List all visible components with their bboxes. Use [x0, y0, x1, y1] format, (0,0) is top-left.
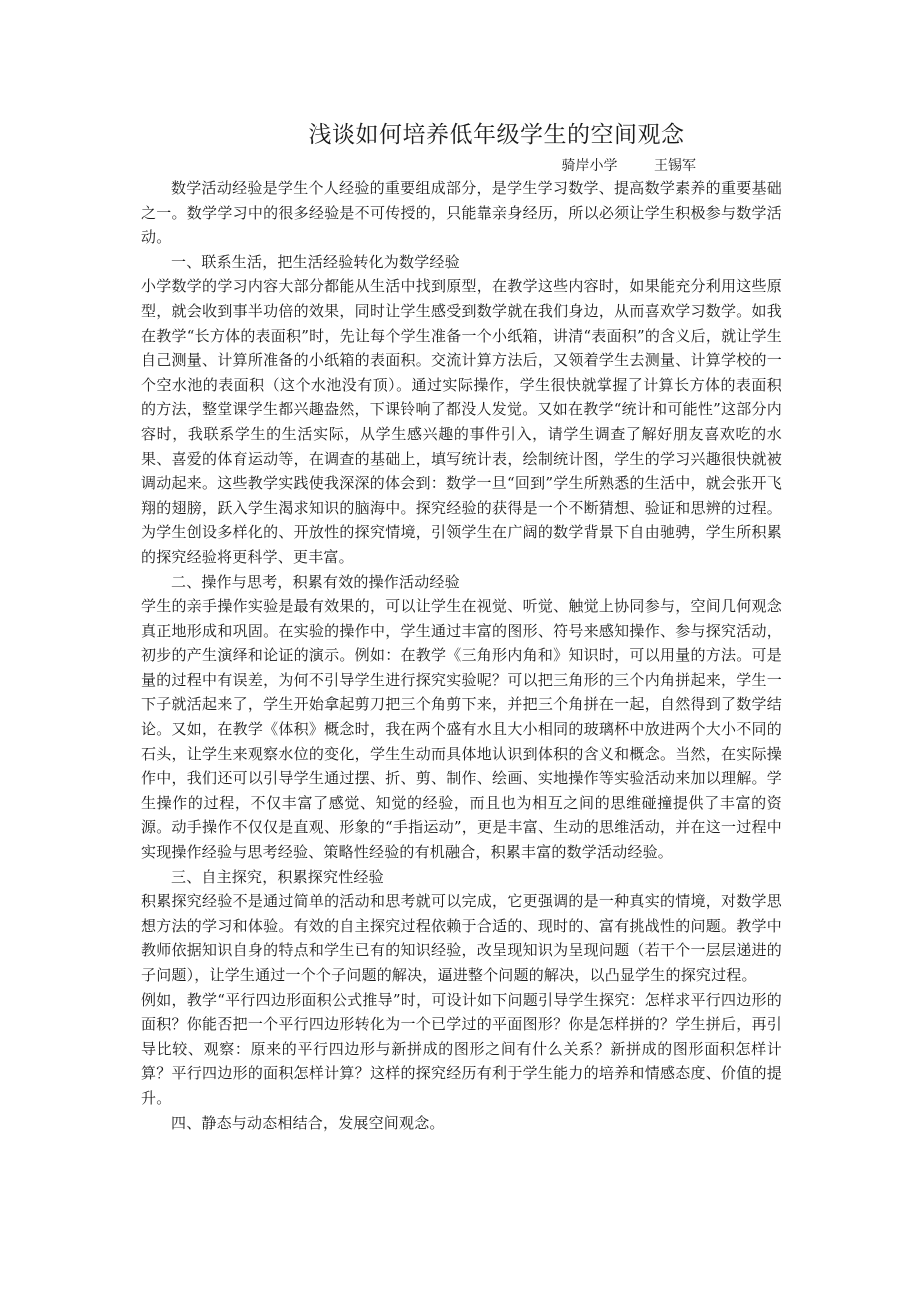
section-body-3b: 例如，教学“平行四边形面积公式推导”时，可设计如下问题引导学生探究：怎样求平行四边形的面积？你能否把一个平行四边形转化为一个已学过的平面图形？你是怎样拼的？学生拼后，再引导比较、观察：原来的平行四边形与新拼成的图形之间有什么关系？新拼成的图形面积怎样计算？平行四边形的面积怎样计算？这样的探究经历有利于学生能力的培养和情感态度、价值的提升。: [141, 990, 782, 1107]
section-heading-3: 三、自主探究，积累探究性经验: [171, 867, 384, 886]
section-heading-2: 二、操作与思考，积累有效的操作活动经验: [171, 572, 460, 591]
document-page: [141, 118, 782, 1135]
section-heading-4: 四、静态与动态相结合，发展空间观念。: [171, 1113, 445, 1132]
section-heading-1: 一、联系生活，把生活经验转化为数学经验: [171, 252, 460, 271]
intro-paragraph: 数学活动经验是学生个人经验的重要组成部分，是学生学习数学、提高数学素养的重要基础之一。数学学习中的很多经验是不可传授的，只能靠亲身经历，所以必须让学生积极参与数学活动。: [141, 179, 782, 247]
section-body-2: 学生的亲手操作实验是最有效果的，可以让学生在视觉、听觉、触觉上协同参与，空间几何观念真正地形成和巩固。在实验的操作中，学生通过丰富的图形、符号来感知操作、参与探究活动，初步的产生演绎和论证的演示。例如：在教学《三角形内角和》知识时，可以用量的方法。可是量的过程中有误差，为何不引导学生进行探究实验呢？可以把三角形的三个内角拼起来，学生一下子就活起来了，学生开始拿起剪刀把三个角剪下来，并把三个角拼在一起，自然得到了数学结论。又如，在教学《体积》概念时，我在两个盛有水且大小相同的玻璃杯中放进两个大小不同的石头，让学生来观察水位的变化，学生生动而具体地认识到体积的含义和概念。当然，在实际操作中，我们还可以引导学生通过摆、折、剪、制作、绘画、实地操作等实验活动来加以理解。学生操作的过程，不仅丰富了感觉、知觉的经验，而且也为相互之间的思维碰撞提供了丰富的资源。动手操作不仅仅是直观、形象的“手指运动”，更是丰富、生动的思维活动，并在这一过程中实现操作经验与思考经验、策略性经验的有机融合，积累丰富的数学活动经验。: [141, 597, 782, 862]
author-line: 骑岸小学 王锡军: [561, 158, 696, 174]
document-title: 浅谈如何培养低年级学生的空间观念: [308, 122, 685, 148]
section-body-1: 小学数学的学习内容大部分都能从生活中找到原型，在教学这些内容时，如果能充分利用这些原型，就会收到事半功倍的效果，同时让学生感受到数学就在我们身边，从而喜欢学习数学。如我在教学“长方体的表面积”时，先让每个学生准备一个小纸箱，讲清“表面积”的含义后，就让学生自己测量、计算所准备的小纸箱的表面积。交流计算方法后，又领着学生去测量、计算学校的一个空水池的表面积（这个水池没有顶）。通过实际操作，学生很快就掌握了计算长方体的表面积的方法，整堂课学生都兴趣盎然，下课铃响了都没人发觉。又如在教学“统计和可能性”这部分内容时，我联系学生的生活实际，从学生感兴趣的事件引入，请学生调查了解好朋友喜欢吃的水果、喜爱的体育运动等，在调查的基础上，填写统计表，绘制统计图，学生的学习兴趣很快就被调动起来。这些教学实践使我深深的体会到：数学一旦“回到”学生所熟悉的生活中，就会张开飞翔的翅膀，跃入学生渴求知识的脑海中。探究经验的获得是一个不断猜想、验证和思辨的过程。为学生创设多样化的、开放性的探究情境，引领学生在广阔的数学背景下自由驰骋，学生所积累的探究经验将更科学、更丰富。: [141, 277, 782, 566]
section-body-3a: 积累探究经验不是通过简单的活动和思考就可以完成，它更强调的是一种真实的情境，对数学思想方法的学习和体验。有效的自主探究过程依赖于合适的、现时的、富有挑战性的问题。教学中教师依据知识自身的特点和学生已有的知识经验，改呈现知识为呈现问题（若干个一层层递进的子问题），让学生通过一个个子问题的解决，逼进整个问题的解决，以凸显学生的探究过程。: [141, 892, 782, 984]
document-body: [141, 176, 782, 1135]
